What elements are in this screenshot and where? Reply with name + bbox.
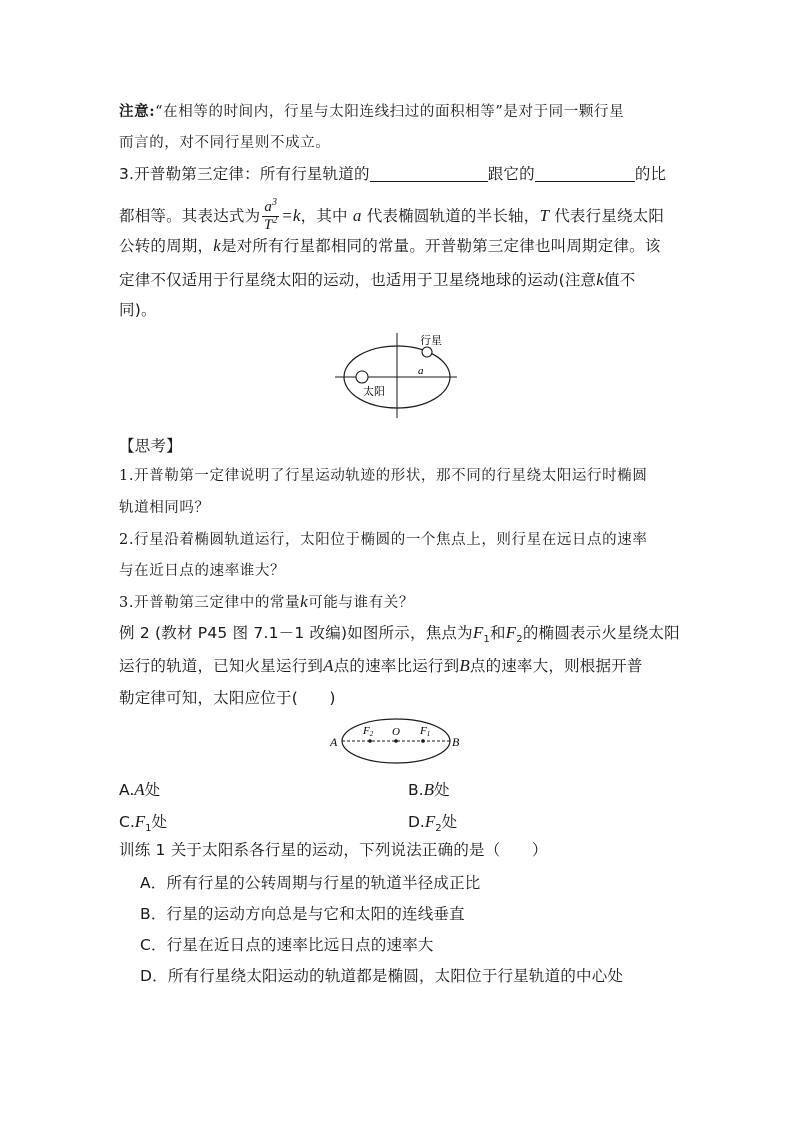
- training1-option-b[interactable]: B．行星的运动方向总是与它和太阳的连线垂直: [140, 905, 465, 923]
- think-q2-line-1: 2.行星沿着椭圆轨道运行，太阳位于椭圆的一个焦点上，则行星在远日点的速率: [119, 532, 648, 548]
- kepler-fraction: [262, 199, 279, 234]
- ex2-text-3: 运行的轨道，已知火星运行到: [119, 657, 324, 675]
- example2-line-1: [119, 623, 680, 646]
- ex2-option-d[interactable]: [408, 810, 458, 835]
- ex2-option-c[interactable]: [119, 810, 168, 835]
- point-A-label: A: [330, 735, 338, 749]
- law3-text-6: 代表椭圆轨道的半长轴，: [366, 207, 540, 225]
- focus-F1-dot: [421, 739, 425, 743]
- foci-figure: [326, 716, 466, 770]
- opt-c-pre: C.: [119, 813, 135, 831]
- training1-option-a[interactable]: A．所有行星的公转周期与行星的轨道半径成正比: [140, 874, 481, 892]
- focus-F2-label: [362, 725, 374, 738]
- think-q3: [119, 592, 414, 613]
- note-label: 注意:: [119, 103, 156, 120]
- law3-text-1: 3.开普勒第三定律：所有行星轨道的: [119, 165, 370, 183]
- ex2-option-a[interactable]: [119, 778, 160, 800]
- law3-text-12: 同)。: [119, 301, 157, 319]
- ex2-F2-sub: 2: [516, 634, 523, 646]
- training1-option-d[interactable]: D．所有行星绕太阳运动的轨道都是椭圆，太阳位于行星轨道的中心处: [140, 967, 624, 985]
- law3-text-2: 跟它的: [487, 165, 535, 183]
- fill-blank-1[interactable]: [370, 165, 488, 182]
- law3-text-7: 代表行星绕太阳: [554, 207, 665, 225]
- focus-F1-label: [419, 725, 430, 738]
- law3-text-9: 是对所有行星都相同的常量。开普勒第三定律也叫周期定律。该: [220, 237, 661, 255]
- think-q1-line-2: 轨道相同吗？: [119, 500, 210, 516]
- law3-line-1: [119, 164, 666, 184]
- opt-d-sub: 2: [435, 823, 442, 835]
- ex2-and: 和: [489, 624, 506, 642]
- frac-T: T: [263, 217, 273, 233]
- frac-a: a: [264, 199, 273, 215]
- opt-b-var: B: [423, 780, 434, 799]
- frac-a-exp: 3: [272, 197, 278, 208]
- focus-F2-letter: F: [363, 725, 370, 737]
- opt-c-var: F: [134, 812, 146, 831]
- opt-b-pre: B.: [408, 781, 424, 799]
- focus-F1-letter: F: [420, 725, 427, 737]
- var-k-2: k: [596, 270, 604, 289]
- note-text-1: “在相等的时间内，行星与太阳连线扫过的面积相等”是对于同一颗行星: [155, 104, 625, 120]
- opt-a-var: A: [134, 780, 145, 799]
- ex2-text-5: 点的速率大，则根据开普: [469, 657, 643, 675]
- var-a: a: [352, 206, 362, 225]
- example2-line-3: 勒定律可知，太阳应位于( ): [119, 689, 336, 707]
- fill-blank-2[interactable]: [535, 165, 635, 182]
- think-q3-k: k: [300, 592, 309, 611]
- ex2-text-2: 的椭圆表示火星绕太阳: [522, 624, 680, 642]
- point-B-label: B: [452, 735, 460, 749]
- planet-circle: [422, 347, 432, 357]
- ex2-option-b[interactable]: [408, 778, 449, 800]
- law3-line-3: [119, 236, 661, 256]
- opt-c-post: 处: [151, 813, 168, 831]
- think-q3-post: 可能与谁有关？: [308, 595, 414, 611]
- opt-a-post: 处: [144, 781, 161, 799]
- law3-text-5: ，其中: [300, 207, 348, 225]
- note-text-2: 而言的，对不同行星则不成立。: [119, 135, 331, 151]
- think-q2-line-2: 与在近日点的速率谁大？: [119, 563, 286, 579]
- example2-line-2: [119, 656, 643, 676]
- opt-c-sub: 1: [145, 823, 152, 835]
- ex2-F2: F: [505, 623, 517, 642]
- var-T: T: [539, 206, 550, 225]
- law3-text-10: 定律不仅适用于行星绕太阳的运动，也适用于卫星绕地球的运动(注意: [119, 271, 597, 289]
- focus-F1-sub: 1: [426, 730, 431, 738]
- center-O-label: O: [392, 726, 400, 738]
- ex2-text-4: 点的速率比运行到: [333, 657, 460, 675]
- law3-line-5: [119, 300, 157, 320]
- law3-text-3: 的比: [634, 165, 667, 183]
- law3-text-8: 公转的周期，: [119, 237, 214, 255]
- think-q1-line-1: 1.开普勒第一定律说明了行星运动轨迹的形状，那不同的行星绕太阳运行时椭圆: [119, 468, 648, 484]
- var-k: k: [213, 236, 221, 255]
- law3-line-4: [119, 270, 635, 290]
- training1-stem: 训练 1 关于太阳系各行星的运动，下列说法正确的是（ ）: [119, 841, 548, 859]
- think-q3-pre: 3.开普勒第三定律中的常量: [119, 595, 301, 611]
- ex2-A: A: [323, 656, 334, 675]
- ex2-F1-sub: 1: [483, 634, 490, 646]
- note-line-1: [119, 102, 624, 122]
- note-line-2: [119, 133, 330, 153]
- opt-d-post: 处: [441, 813, 458, 831]
- focus-F2-sub: 2: [369, 730, 374, 738]
- sun-label: 太阳: [363, 386, 385, 398]
- orbit-figure: [335, 330, 465, 420]
- planet-label: 行星: [420, 335, 442, 347]
- law3-text-4: 都相等。其表达式为: [119, 207, 261, 225]
- opt-d-pre: D.: [408, 813, 425, 831]
- opt-a-pre: A.: [119, 781, 135, 799]
- law3-text-11: 值不: [604, 271, 636, 289]
- ex2-F1: F: [472, 623, 484, 642]
- frac-T-exp: 2: [272, 215, 278, 226]
- semi-major-label: a: [418, 365, 424, 377]
- sun-circle: [356, 371, 368, 383]
- opt-b-post: 处: [433, 781, 450, 799]
- ex2-text-1: 例 2 (教材 P45 图 7.1－1 改编)如图所示，焦点为: [119, 624, 473, 642]
- center-O-dot: [394, 739, 398, 743]
- think-title: 【思考】: [119, 437, 182, 455]
- focus-F2-dot: [368, 739, 372, 743]
- law3-line-2: [119, 199, 664, 234]
- ex2-B: B: [459, 656, 470, 675]
- training1-option-c[interactable]: C．行星在近日点的速率比远日点的速率大: [140, 936, 434, 954]
- eq-k: =k: [281, 206, 301, 225]
- opt-d-var: F: [424, 812, 436, 831]
